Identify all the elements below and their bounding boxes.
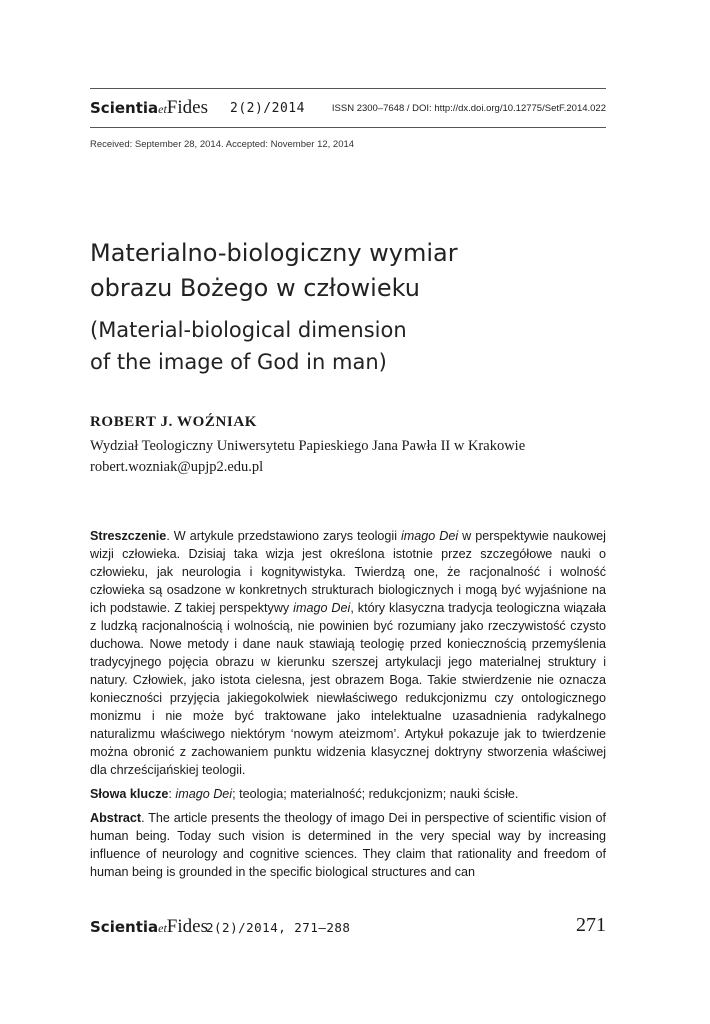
- author-name: ROBERT J. WOŹNIAK: [90, 414, 258, 430]
- abstract-block: [90, 527, 606, 887]
- page-number: 271: [576, 914, 606, 936]
- journal-header: [90, 97, 606, 121]
- keywords-label: Słowa klucze: [90, 787, 169, 801]
- keywords-paragraph: Słowa klucze: imago Dei; teologia; materialność; redukcjonizm; nauki ścisłe.: [90, 787, 519, 801]
- title-polish: [90, 236, 606, 306]
- page-footer: [90, 914, 606, 938]
- header-bottom-rule: [90, 127, 606, 128]
- title-polish-line: Materialno-biologiczny wymiar: [90, 239, 458, 267]
- issn-doi: ISSN 2300–7648 / DOI: http://dx.doi.org/10.12775/SetF.2014.022: [331, 103, 606, 114]
- abstract-paragraph: Abstract. The article presents the theology of imago Dei in perspective of scientific vision of human being. Today such vision is determined in the very special way by increasing influence of neurology and cognitive sciences. They claim that rationality and freedom of human being is grounded in the specific biological structures and can: [90, 811, 606, 879]
- abstract-label: Abstract: [90, 811, 142, 825]
- streszczenie-label: Streszczenie: [90, 529, 167, 543]
- received-accepted-dates: Received: September 28, 2014. Accepted: November 12, 2014: [90, 139, 355, 150]
- journal-issue: 2(2)/2014: [230, 101, 305, 116]
- footer-journal-logo: ScientiaetFides: [90, 916, 208, 937]
- journal-logo: ScientiaetFides: [90, 97, 208, 118]
- title-english-line: (Material-biological dimension: [90, 318, 407, 342]
- title-polish-line: obrazu Bożego w człowieku: [90, 274, 420, 302]
- author-email: robert.wozniak@upjp2.edu.pl: [90, 459, 264, 475]
- top-rule: [90, 88, 606, 89]
- article-page: [90, 0, 606, 1024]
- author-affiliation: Wydział Teologiczny Uniwersytetu Papieskiego Jana Pawła II w Krakowie: [90, 438, 526, 454]
- footer-citation: 2(2)/2014, 271–288: [206, 920, 351, 935]
- title-english: [90, 314, 606, 378]
- title-english-line: of the image of God in man): [90, 350, 387, 374]
- streszczenie-paragraph: Streszczenie. W artykule przedstawiono zarys teologii imago Dei w perspektywie naukowej wizji człowieka. Dzisiaj taka wizja jest określona istotnie przez szczegółowe nauki o człowieku, jak neurologia i kognitywistyka. Twierdzą one, że racjonalność i wolność człowieka są osadzone w konkretnych strukturach biologicznych i mogą być wyjaśnione na ich podstawie. Z takiej perspektywy imago Dei, który klasyczna tradycja teologiczna wiązała z ludzką racjonalnością i wolnością, nie powinien być rozumiany jako rzeczywistość czysto duchowa. Nowe metody i dane nauk stawiają teologię przed koniecznością przemyślenia tradycyjnego pojęcia obrazu w kierunku szerszej artykulacji jego materialnej struktury i natury. Człowiek, jako istota cielesna, jest obrazem Boga. Takie stwierdzenie nie oznacza konieczności przyjęcia jakiegokolwiek niewłaściwego redukcjonizmu czy ontologicznego monizmu i nie może być traktowane jako intelektualne uzasadnienia radykalnego naturalizmu właściwego niektórym ‘nowym ateizmom’. Artykuł pokazuje jak to twierdzenie można obronić z zachowaniem punktu widzenia klasycznej doktryny stworzenia właściwej dla chrześcijańskiej teologii.: [90, 529, 606, 777]
